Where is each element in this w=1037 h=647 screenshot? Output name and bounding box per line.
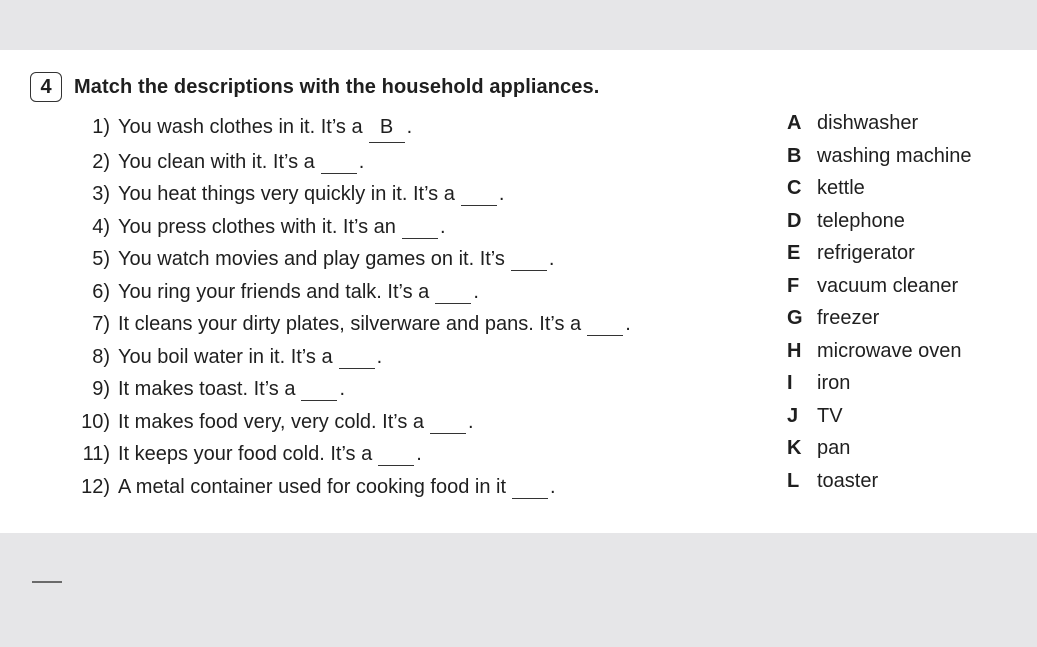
answer-blank[interactable] [339, 350, 375, 369]
description-item [70, 116, 631, 149]
appliance-option [787, 210, 972, 243]
item-text: It cleans your dirty plates, silverware and pans. It’s a [118, 313, 582, 335]
description-item [70, 214, 631, 247]
page-divider [32, 581, 62, 583]
item-number: 3) [92, 183, 110, 205]
description-item [70, 149, 631, 182]
appliance-option [787, 437, 972, 470]
option-name: iron [817, 372, 851, 394]
item-number: 11) [82, 443, 110, 465]
answer-blank[interactable] [512, 480, 548, 499]
item-end-punctuation: . [416, 443, 422, 465]
exercise-number-badge: 4 [30, 72, 62, 102]
item-end-punctuation: . [625, 313, 631, 335]
item-text: You heat things very quickly in it. It’s a [118, 183, 455, 205]
item-number: 10) [81, 410, 110, 433]
option-letter: D [787, 209, 802, 232]
answer-blank[interactable] [402, 220, 438, 239]
exercise-title: Match the descriptions with the household appliances. [74, 75, 600, 98]
item-number: 4) [92, 215, 110, 238]
item-text: A metal container used for cooking food in it [118, 475, 507, 498]
answer-blank[interactable] [511, 252, 547, 271]
item-number: 2) [92, 150, 110, 173]
item-number: 8) [92, 345, 110, 368]
option-letter: K [787, 437, 802, 459]
worksheet-page [0, 50, 1037, 533]
answer-blank[interactable] [461, 187, 497, 206]
option-letter: E [787, 242, 801, 264]
appliance-option [787, 145, 972, 178]
item-end-punctuation: . [376, 345, 383, 368]
item-number: 12) [81, 475, 110, 498]
answer-blank[interactable] [430, 415, 466, 434]
option-letter: I [787, 372, 793, 394]
option-letter: H [787, 339, 802, 362]
item-end-punctuation: . [406, 116, 413, 138]
item-end-punctuation: . [468, 410, 474, 433]
item-end-punctuation: . [498, 183, 505, 205]
option-letter: J [787, 404, 799, 427]
item-number: 6) [92, 280, 110, 303]
exercise-header [30, 72, 599, 102]
description-item [70, 409, 631, 442]
item-text: You watch movies and play games on it. It’s [118, 248, 505, 270]
answer-blank[interactable] [435, 285, 471, 304]
option-name: TV [817, 404, 843, 427]
item-end-punctuation: . [473, 280, 479, 303]
answer-blank[interactable] [369, 116, 405, 143]
description-item [70, 474, 631, 507]
answer-text: B [379, 116, 394, 138]
appliance-option [787, 470, 972, 503]
option-name: microwave oven [817, 339, 962, 362]
description-item [70, 246, 631, 279]
item-number: 7) [92, 313, 110, 335]
option-name: vacuum cleaner [817, 274, 959, 297]
item-number: 9) [92, 378, 110, 400]
item-number: 1) [92, 116, 110, 138]
item-text: It makes food very, very cold. It’s a [118, 410, 425, 433]
description-item [70, 344, 631, 377]
option-name: refrigerator [817, 242, 915, 264]
description-item [70, 181, 631, 214]
option-name: pan [817, 437, 851, 459]
answer-blank[interactable] [378, 447, 414, 466]
item-text: You clean with it. It’s a [118, 150, 315, 173]
item-text: It keeps your food cold. It’s a [118, 443, 373, 465]
description-item [70, 441, 631, 474]
item-text: You wash clothes in it. It’s a [118, 116, 363, 138]
answer-blank[interactable] [301, 382, 337, 401]
description-item [70, 311, 631, 344]
option-letter: L [787, 469, 800, 492]
descriptions-list [70, 116, 631, 506]
option-letter: C [787, 177, 802, 199]
item-end-punctuation: . [548, 248, 555, 270]
item-number: 5) [92, 248, 110, 270]
item-end-punctuation: . [550, 475, 556, 498]
appliance-option [787, 307, 972, 340]
item-end-punctuation: . [439, 215, 446, 238]
appliance-option [787, 340, 972, 373]
description-item [70, 376, 631, 409]
option-name: freezer [817, 307, 880, 329]
appliance-option [787, 177, 972, 210]
item-text: You boil water in it. It’s a [118, 345, 333, 368]
item-text: You press clothes with it. It’s an [118, 215, 396, 238]
option-letter: B [787, 144, 802, 167]
appliance-option [787, 242, 972, 275]
appliance-option [787, 372, 972, 405]
answer-blank[interactable] [587, 317, 623, 336]
appliance-option [787, 275, 972, 308]
option-letter: A [787, 112, 802, 134]
option-letter: G [787, 307, 803, 329]
item-end-punctuation: . [339, 378, 346, 400]
description-item [70, 279, 631, 312]
option-name: washing machine [817, 144, 972, 167]
appliance-option [787, 405, 972, 438]
option-name: dishwasher [817, 112, 919, 134]
option-name: kettle [817, 177, 865, 199]
option-letter: F [787, 274, 800, 297]
item-end-punctuation: . [358, 150, 365, 173]
option-name: telephone [817, 209, 905, 232]
appliances-list [787, 112, 972, 502]
option-name: toaster [817, 469, 879, 492]
appliance-option [787, 112, 972, 145]
item-text: It makes toast. It’s a [118, 378, 296, 400]
item-text: You ring your friends and talk. It’s a [118, 280, 430, 303]
answer-blank[interactable] [321, 155, 357, 174]
